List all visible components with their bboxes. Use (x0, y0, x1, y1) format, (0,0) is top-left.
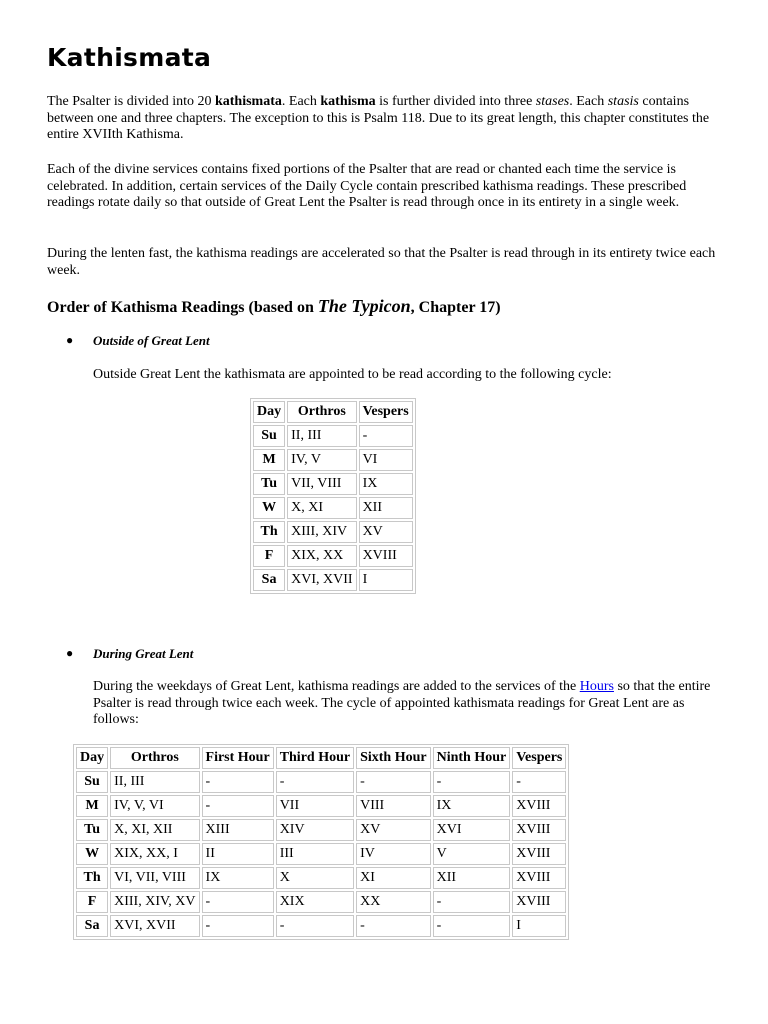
bullet-during-lent (66, 646, 194, 662)
column-header: Vespers (359, 401, 413, 423)
term-stases: stases (535, 94, 570, 109)
table-cell: XVIII (512, 891, 566, 913)
bullet-icon: ● (66, 333, 74, 347)
text-run: . Each (569, 94, 608, 109)
table-cell: - (433, 771, 511, 793)
table-cell: - (433, 915, 511, 937)
text-run: The Psalter is divided into 20 (47, 94, 215, 109)
table-row (76, 819, 566, 841)
table-row (76, 795, 566, 817)
table-cell: IX (433, 795, 511, 817)
table-cell: XIII, XIV, XV (110, 891, 199, 913)
table-cell: XVIII (359, 545, 413, 567)
day-cell: Su (253, 425, 285, 447)
column-header: Ninth Hour (433, 747, 511, 769)
page-title: Kathismata (47, 43, 212, 72)
table-cell: XIX, XX, I (110, 843, 199, 865)
text-run: so that the entire Psalter is read through twice each week. The cycle of appointed kathismata readings for Great Lent are as follows: (93, 679, 711, 727)
outside-lent-table (250, 398, 416, 594)
day-cell: F (76, 891, 108, 913)
great-lent-table (73, 744, 569, 940)
table-cell: XVIII (512, 843, 566, 865)
table-cell: II (202, 843, 274, 865)
book-title: The Typicon (317, 296, 411, 316)
table-cell: IX (359, 473, 413, 495)
term-kathisma: kathisma (320, 94, 376, 109)
text-run: contains between one and three chapters. The exception to this is Psalm 118. Due to its great length, this chapter constitutes the entire XVIIth Kathisma. (47, 94, 710, 142)
column-header: Orthros (110, 747, 199, 769)
heading-text: Order of Kathisma Readings (based on (47, 299, 318, 316)
day-cell: W (76, 843, 108, 865)
table-cell: II, III (110, 771, 199, 793)
column-header: Third Hour (276, 747, 354, 769)
bullet-label: Outside of Great Lent (93, 333, 210, 348)
table-cell: XII (433, 867, 511, 889)
table-cell: IV (356, 843, 431, 865)
day-cell: Sa (253, 569, 285, 591)
day-cell: Sa (76, 915, 108, 937)
table-header-row (76, 747, 566, 769)
bullet-outside-lent (66, 333, 210, 349)
table-cell: X, XI (287, 497, 356, 519)
table-cell: - (433, 891, 511, 913)
table-cell: - (276, 771, 354, 793)
table-cell: XIV (276, 819, 354, 841)
table-cell: V (433, 843, 511, 865)
table-cell: IX (202, 867, 274, 889)
heading-text: , Chapter 17) (410, 299, 501, 316)
day-cell: W (253, 497, 285, 519)
table-cell: - (356, 771, 431, 793)
column-header: Vespers (512, 747, 566, 769)
table-cell: IV, V (287, 449, 356, 471)
table-cell: II, III (287, 425, 356, 447)
table-cell: VII, VIII (287, 473, 356, 495)
term-kathismata: kathismata (214, 94, 282, 109)
day-cell: Tu (253, 473, 285, 495)
table-row (253, 425, 413, 447)
during-lent-description (93, 679, 728, 729)
table-cell: - (276, 915, 354, 937)
outside-lent-description: Outside Great Lent the kathismata are appointed to be read according to the following cycle: (93, 367, 612, 382)
table-row (76, 771, 566, 793)
table-cell: XIII (202, 819, 274, 841)
day-cell: Th (76, 867, 108, 889)
table-cell: - (202, 915, 274, 937)
table-cell: XII (359, 497, 413, 519)
table-row (76, 891, 566, 913)
table-row (76, 867, 566, 889)
intro-paragraph-1 (47, 94, 727, 144)
table-cell: - (202, 771, 274, 793)
table-row (76, 915, 566, 937)
hours-link[interactable]: Hours (579, 679, 614, 694)
table-row (253, 521, 413, 543)
table-row (253, 449, 413, 471)
table-cell: I (359, 569, 413, 591)
day-cell: F (253, 545, 285, 567)
table-cell: XX (356, 891, 431, 913)
day-cell: M (76, 795, 108, 817)
text-run: . Each (281, 94, 321, 109)
table-cell: XIX (276, 891, 354, 913)
table-row (76, 843, 566, 865)
table-cell: III (276, 843, 354, 865)
column-header: Sixth Hour (356, 747, 431, 769)
day-cell: Su (76, 771, 108, 793)
table-row (253, 497, 413, 519)
table-cell: - (202, 891, 274, 913)
table-cell: - (356, 915, 431, 937)
table-cell: XVI, XVII (110, 915, 199, 937)
table-cell: VII (276, 795, 354, 817)
table-cell: XI (356, 867, 431, 889)
table-cell: IV, V, VI (110, 795, 199, 817)
text-run: is further divided into three (375, 94, 536, 109)
table-cell: - (359, 425, 413, 447)
table-cell: X, XI, XII (110, 819, 199, 841)
table-cell: XVIII (512, 795, 566, 817)
column-header: Day (76, 747, 108, 769)
table-cell: XV (359, 521, 413, 543)
table-row (253, 473, 413, 495)
table-cell: X (276, 867, 354, 889)
table-cell: XVIII (512, 819, 566, 841)
table-cell: VI (359, 449, 413, 471)
column-header: First Hour (202, 747, 274, 769)
intro-paragraph-3: During the lenten fast, the kathisma readings are accelerated so that the Psalter is read through in its entirety twice each week. (47, 246, 716, 278)
table-cell: XVIII (512, 867, 566, 889)
table-row (253, 569, 413, 591)
bullet-label: During Great Lent (93, 646, 194, 661)
table-cell: - (202, 795, 274, 817)
term-stasis: stasis (607, 94, 639, 109)
column-header: Day (253, 401, 285, 423)
table-cell: XV (356, 819, 431, 841)
day-cell: M (253, 449, 285, 471)
intro-paragraph-2: Each of the divine services contains fixed portions of the Psalter that are read or chanted each time the service is celebrated. In addition, certain services of the Daily Cycle contain prescribed kathisma readings. These prescribed readings rotate daily so that outside of Great Lent the Psalter is read through once in its entirety in a single week. (47, 162, 687, 210)
text-run: During the weekdays of Great Lent, kathisma readings are added to the services of the (93, 679, 580, 694)
table-cell: - (512, 771, 566, 793)
table-cell: I (512, 915, 566, 937)
table-row (253, 545, 413, 567)
table-header-row (253, 401, 413, 423)
section-heading (47, 296, 501, 317)
day-cell: Tu (76, 819, 108, 841)
day-cell: Th (253, 521, 285, 543)
table-cell: XVI (433, 819, 511, 841)
table-cell: VIII (356, 795, 431, 817)
bullet-icon: ● (66, 646, 74, 660)
column-header: Orthros (287, 401, 356, 423)
table-cell: VI, VII, VIII (110, 867, 199, 889)
table-cell: XIII, XIV (287, 521, 356, 543)
table-cell: XVI, XVII (287, 569, 356, 591)
table-cell: XIX, XX (287, 545, 356, 567)
